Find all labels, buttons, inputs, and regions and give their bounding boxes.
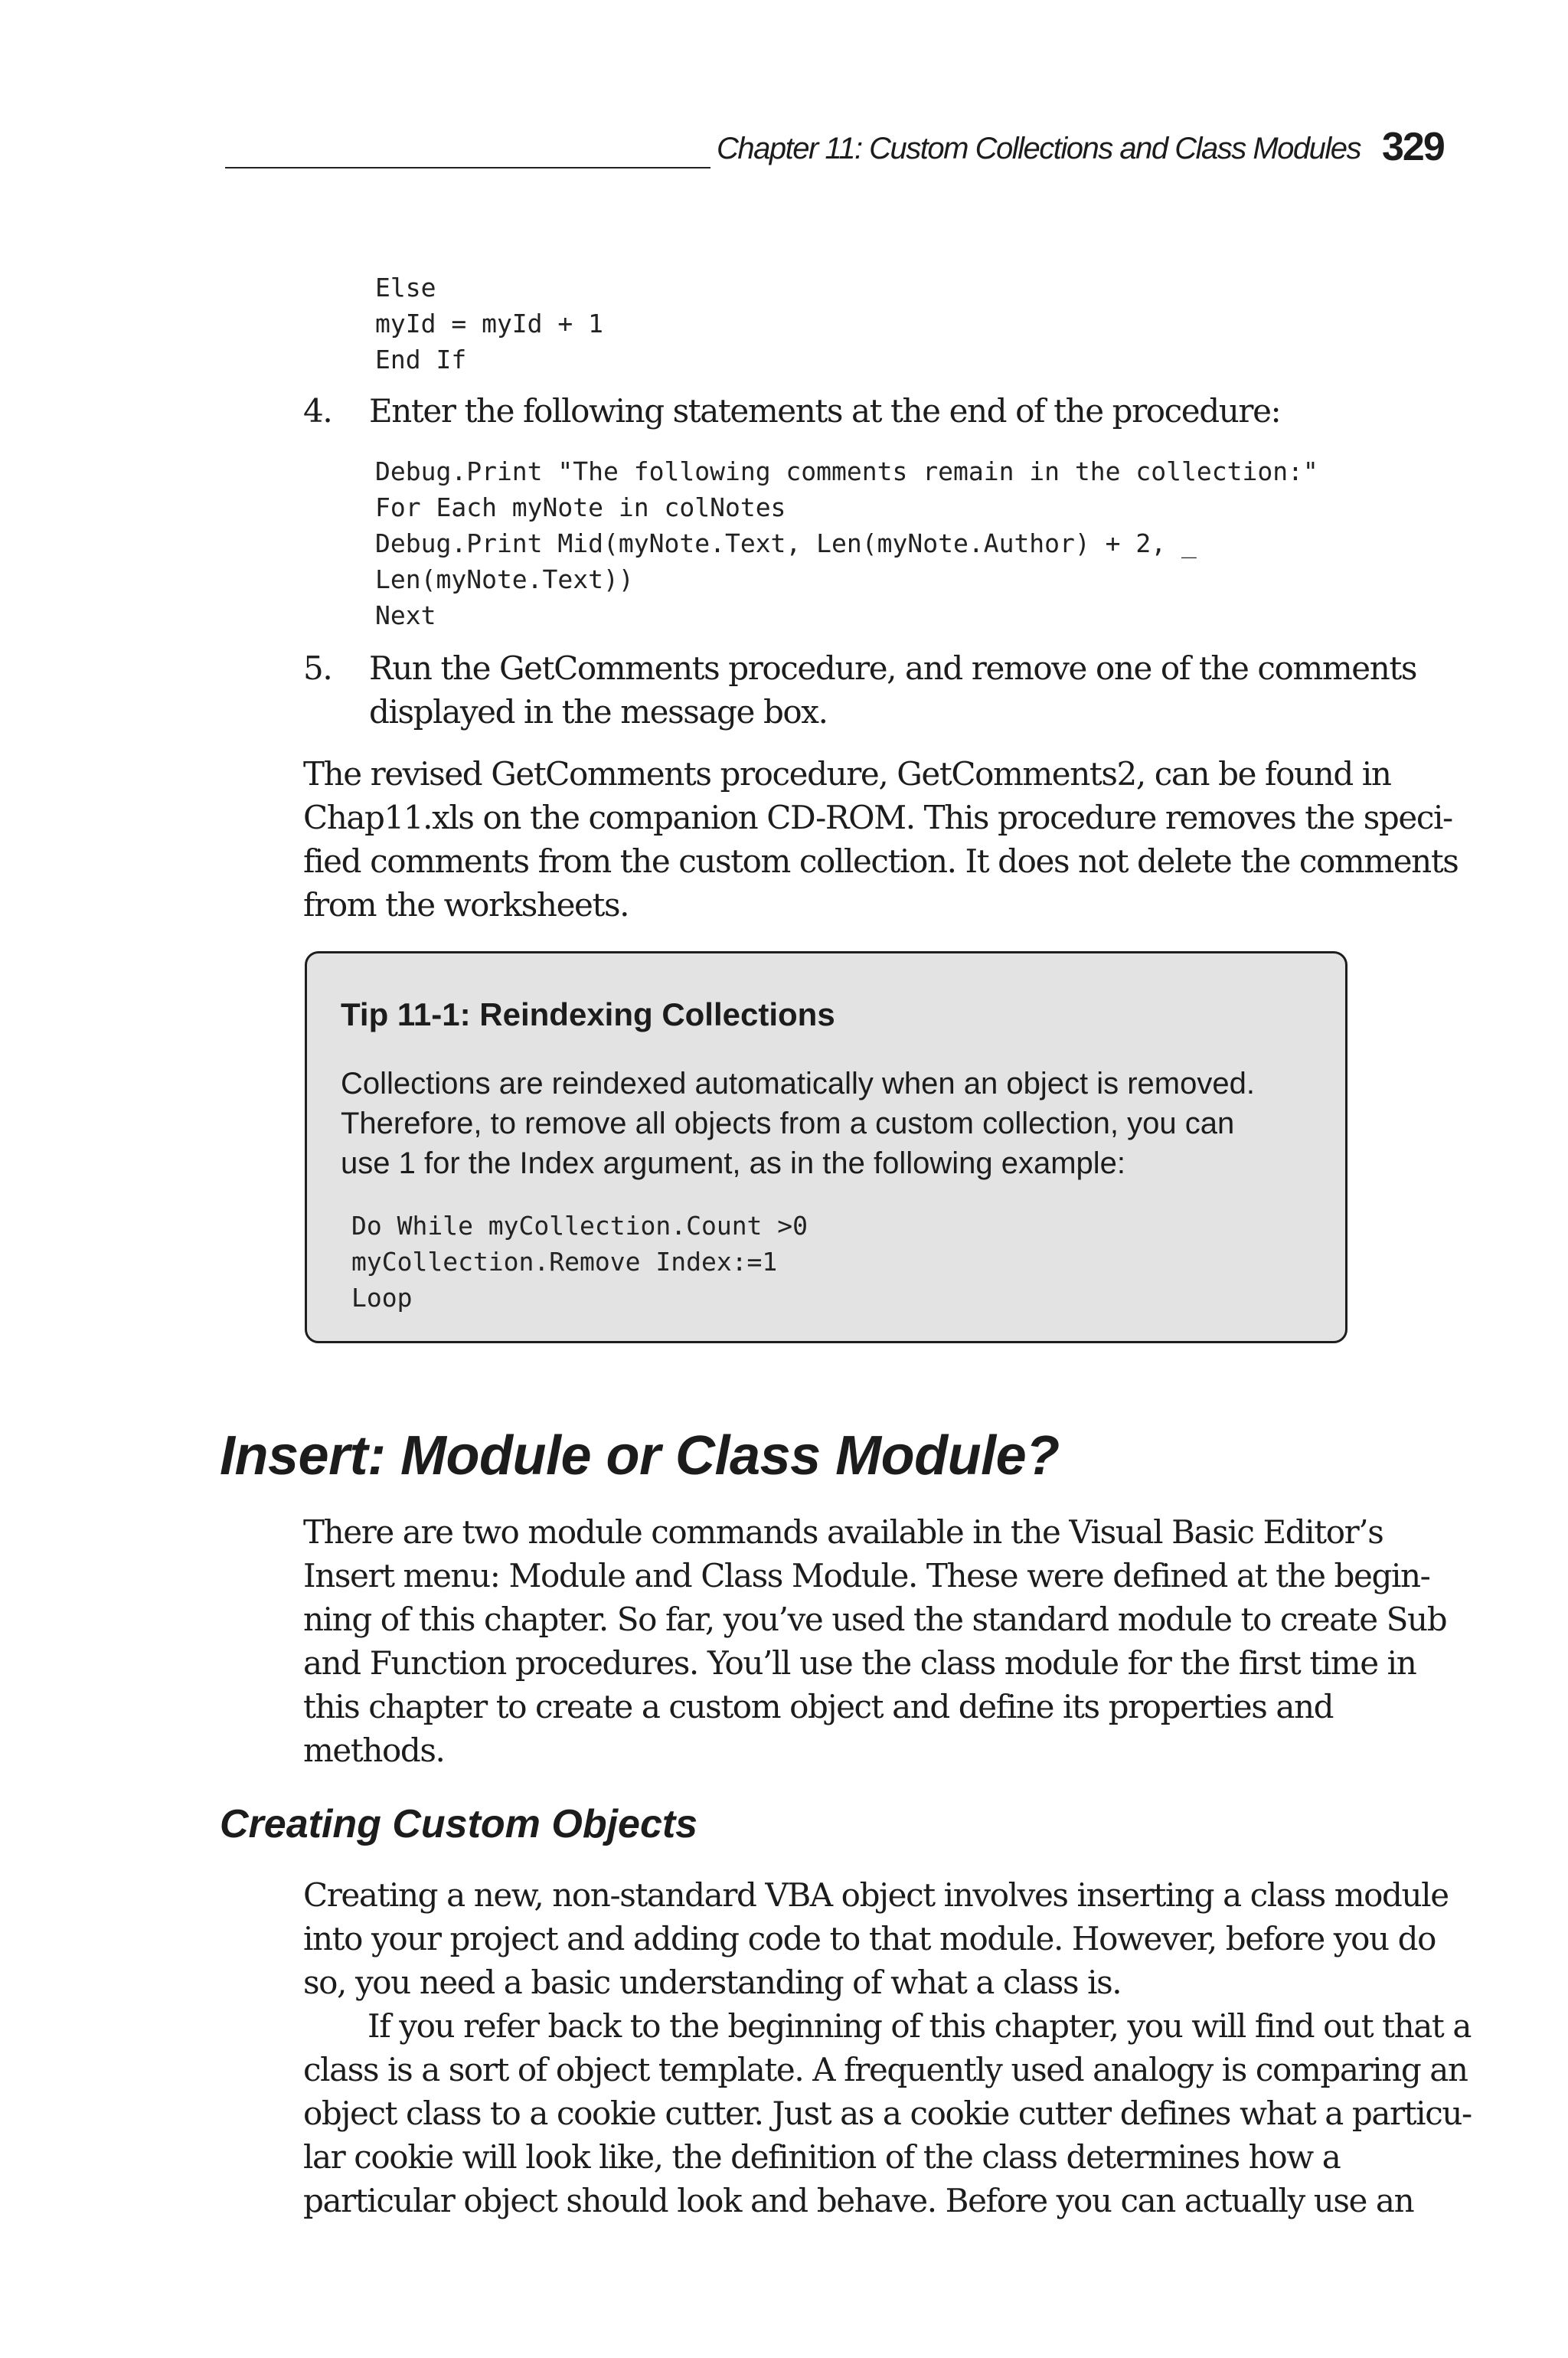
code-block-debug-print [375,453,1318,633]
text-line: so, you need a basic understanding of what a class is. [303,1964,1122,2001]
text-line: Insert menu: Module and Class Module. These were defined at the begin- [303,1557,1430,1594]
header-rule [225,167,710,168]
code-line: End If [375,345,467,374]
text-line: If you refer back to the beginning of this chapter, you will find out that a [368,2007,1471,2045]
tip-title: Tip 11-1: Reindexing Collections [341,996,835,1032]
text-line: methods. [303,1732,445,1769]
text-line: lar cookie will look like, the definition of the class determines how a [303,2138,1341,2176]
text-line: into your project and adding code to that module. However, before you do [303,1920,1436,1957]
tip-box [305,951,1348,1343]
code-line: For Each myNote in colNotes [375,492,786,522]
step-4-text: Enter the following statements at the end of the procedure: [369,392,1281,430]
subsection-heading: Creating Custom Objects [220,1802,698,1846]
tip-code-block [351,1208,808,1316]
code-line: Debug.Print Mid(myNote.Text, Len(myNote.Author) + 2, _ [375,528,1197,558]
text-line: Chap11.xls on the companion CD-ROM. This procedure removes the speci- [303,799,1452,836]
text-line: fied comments from the custom collection. It does not delete the comments [303,842,1459,880]
subsection-paragraph-1 [303,1873,1459,2004]
text-line: and Function procedures. You’ll use the class module for the first time in [303,1644,1416,1682]
section-paragraph [303,1510,1459,1772]
paragraph-revised-procedure [303,752,1459,927]
text-line: use 1 for the Index argument, as in the following example: [341,1146,1126,1180]
code-line: Len(myNote.Text)) [375,564,634,594]
step-4-number: 4. [303,392,332,430]
text-line: this chapter to create a custom object and define its properties and [303,1688,1334,1725]
page-number: 329 [1382,125,1444,169]
step-5-number: 5. [303,649,332,687]
running-header-chapter-title: Chapter 11: Custom Collections and Class Modules [717,132,1361,165]
section-heading: Insert: Module or Class Module? [220,1425,1060,1486]
code-line: Loop [351,1283,413,1313]
text-line: Run the GetComments procedure, and remove one of the comments [369,649,1417,687]
step-5-text [369,646,1456,734]
text-line: Therefore, to remove all objects from a custom collection, you can [341,1107,1235,1140]
text-line: displayed in the message box. [369,693,828,731]
text-line: particular object should look and behave. Before you can actually use an [303,2182,1414,2219]
code-line: myCollection.Remove Index:=1 [351,1247,778,1277]
code-line: Debug.Print "The following comments remain in the collection:" [375,456,1318,486]
code-line: myId = myId + 1 [375,309,604,338]
subsection-paragraph-2 [303,2004,1472,2222]
text-line: Creating a new, non-standard VBA object involves inserting a class module [303,1876,1449,1914]
tip-body [341,1064,1255,1183]
code-line: Next [375,600,436,630]
text-line: ning of this chapter. So far, you’ve used the standard module to create Sub [303,1601,1447,1638]
text-line: There are two module commands available in the Visual Basic Editor’s [303,1513,1383,1551]
text-line: object class to a cookie cutter. Just as a cookie cutter defines what a particu- [303,2095,1472,2132]
code-block-end-if [375,270,603,378]
text-line: Collections are reindexed automatically when an object is removed. [341,1067,1255,1101]
code-line: Do While myCollection.Count >0 [351,1211,808,1241]
code-line: Else [375,273,436,303]
text-line: The revised GetComments procedure, GetComments2, can be found in [303,755,1391,793]
text-line: from the worksheets. [303,886,629,924]
text-line: class is a sort of object template. A frequently used analogy is comparing an [303,2051,1468,2088]
